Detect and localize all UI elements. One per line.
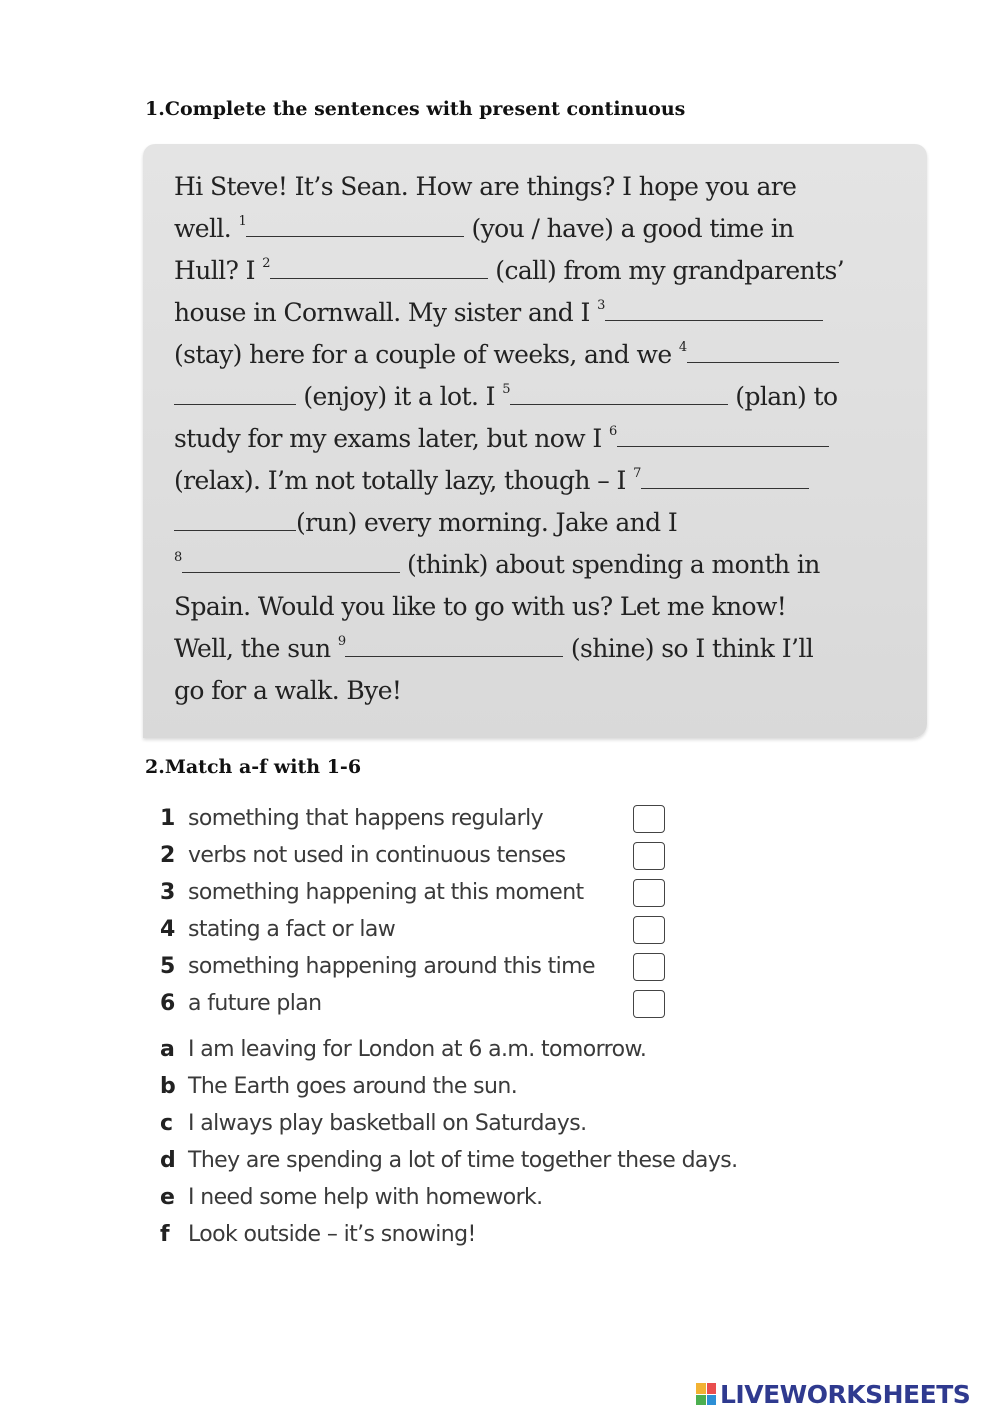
answer-blank[interactable] [617, 422, 829, 447]
item-text: They are spending a lot of time together these days. [188, 1148, 738, 1173]
answer-box[interactable] [633, 953, 665, 981]
item-text: something happening around this time [188, 954, 595, 979]
gap-number: 1 [238, 214, 247, 229]
letter-line [174, 296, 823, 330]
letter-line [174, 422, 829, 456]
answer-blank[interactable] [182, 548, 400, 573]
item-label: 1 [160, 806, 175, 831]
letter-text: (think) about spending a month in [399, 550, 820, 579]
item-label: f [160, 1222, 169, 1247]
answer-blank[interactable] [246, 212, 464, 237]
gap-number: 5 [502, 382, 510, 397]
letter-text: Hi Steve! It’s Sean. How are things? I hope you are [174, 172, 797, 201]
letter-line [174, 254, 844, 288]
letter-line [174, 548, 820, 582]
item-label: 5 [160, 954, 175, 979]
item-text: something that happens regularly [188, 806, 544, 831]
letter-text: go for a walk. Bye! [174, 676, 402, 705]
gap-number: 8 [174, 550, 182, 565]
answer-blank[interactable] [345, 632, 563, 657]
liveworksheets-logo [696, 1377, 970, 1411]
item-text: stating a fact or law [188, 917, 396, 942]
gap-number: 3 [597, 298, 605, 313]
letter-text: Spain. Would you like to go with us? Let me know! [174, 592, 787, 621]
lettered-item [160, 1109, 586, 1139]
letter-line [174, 674, 401, 708]
letter-text: (run) every morning. Jake and I [296, 508, 678, 537]
item-label: a [160, 1037, 175, 1062]
lettered-item [160, 1035, 646, 1065]
letter-line [174, 170, 796, 204]
letter-text: study for my exams later, but now I [174, 424, 609, 453]
letter-line [174, 212, 794, 246]
answer-box[interactable] [633, 805, 665, 833]
letter-line [174, 506, 677, 540]
gap-number: 4 [678, 340, 687, 355]
letter-line [174, 590, 786, 624]
item-label: 2 [160, 843, 175, 868]
item-label: d [160, 1148, 176, 1173]
item-label: 3 [160, 880, 175, 905]
gap-number: 2 [262, 256, 270, 271]
letter-text: (shine) so I think I’ll [563, 634, 814, 663]
answer-blank[interactable] [641, 464, 809, 489]
letter-text: Hull? I [174, 256, 263, 285]
gap-number: 7 [633, 466, 641, 481]
answer-blank[interactable] [174, 506, 296, 531]
letter-text: house in Cornwall. My sister and I [174, 298, 598, 327]
item-text: I always play basketball on Saturdays. [188, 1111, 587, 1136]
brand-name: LIVEWORKSHEETS [720, 1379, 971, 1409]
numbered-item [160, 878, 584, 908]
letter-text: (you / have) a good time in [464, 214, 794, 243]
numbered-item [160, 804, 543, 834]
letter-line [174, 380, 837, 414]
item-text: I am leaving for London at 6 a.m. tomorrow. [188, 1037, 647, 1062]
letter-text: Well, the sun [174, 634, 338, 663]
item-text: something happening at this moment [188, 880, 584, 905]
letter-line [174, 338, 839, 372]
answer-blank[interactable] [174, 380, 296, 405]
item-label: e [160, 1185, 175, 1210]
item-text: Look outside – it’s snowing! [188, 1222, 476, 1247]
answer-box[interactable] [633, 842, 665, 870]
item-text: verbs not used in continuous tenses [188, 843, 566, 868]
item-text: a future plan [188, 991, 322, 1016]
letter-text: (enjoy) it a lot. I [296, 382, 503, 411]
lettered-item [160, 1146, 738, 1176]
answer-box[interactable] [633, 879, 665, 907]
lettered-item [160, 1072, 517, 1102]
item-text: The Earth goes around the sun. [188, 1074, 518, 1099]
answer-box[interactable] [633, 916, 665, 944]
numbered-item [160, 952, 595, 982]
answer-blank[interactable] [687, 338, 839, 363]
section-2-heading: 2.Match a-f with 1-6 [145, 756, 362, 778]
letter-text: (relax). I’m not totally lazy, though – I [174, 466, 634, 495]
lettered-item [160, 1220, 476, 1250]
numbered-item [160, 841, 566, 871]
numbered-item [160, 989, 322, 1019]
letter-line [174, 632, 813, 666]
numbered-item [160, 915, 395, 945]
answer-blank[interactable] [270, 254, 488, 279]
item-label: 4 [160, 917, 175, 942]
lettered-item [160, 1183, 543, 1213]
letter-text: well. [174, 214, 239, 243]
item-label: 6 [160, 991, 175, 1016]
letter-line [174, 464, 809, 498]
letter-text: (call) from my grandparents’ [487, 256, 845, 285]
item-label: b [160, 1074, 176, 1099]
answer-box[interactable] [633, 990, 665, 1018]
gap-number: 6 [608, 424, 617, 439]
letter-text: (stay) here for a couple of weeks, and we [174, 340, 679, 369]
liveworksheets-logo-icon [696, 1383, 716, 1405]
item-text: I need some help with homework. [188, 1185, 543, 1210]
gap-number: 9 [337, 634, 346, 649]
section-1-heading: 1.Complete the sentences with present continuous [145, 98, 686, 120]
answer-blank[interactable] [605, 296, 823, 321]
answer-blank[interactable] [510, 380, 728, 405]
letter-text: (plan) to [727, 382, 838, 411]
item-label: c [160, 1111, 173, 1136]
